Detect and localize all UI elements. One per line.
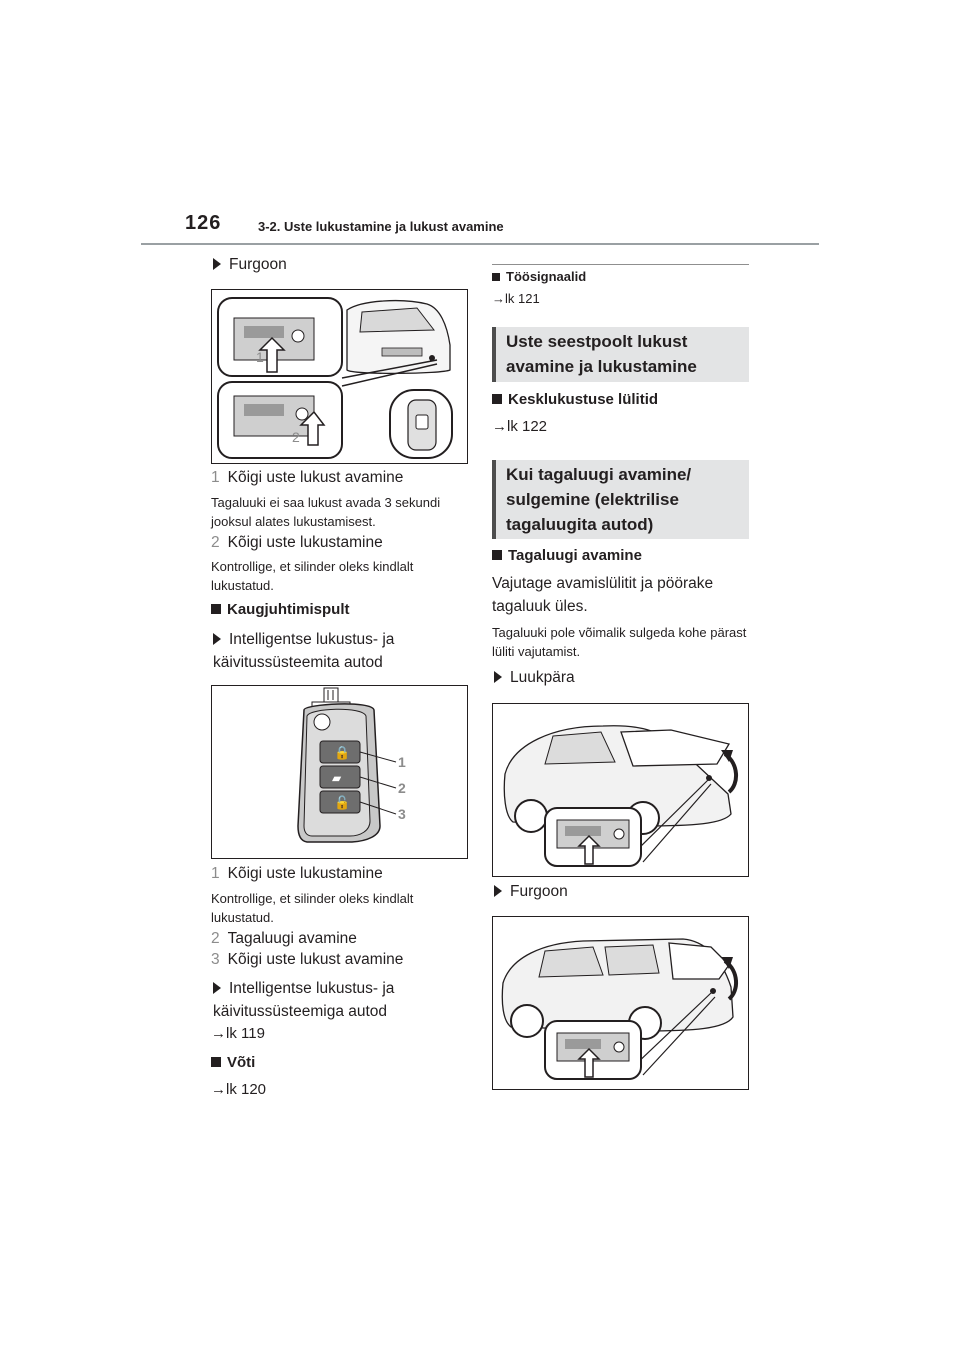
triangle-icon — [494, 885, 502, 897]
section-box-inside-lock: Uste seestpoolt lukust avamine ja lukustamine — [492, 327, 749, 382]
square-bullet-icon — [211, 604, 221, 614]
triangle-icon — [213, 258, 221, 270]
heading-voti: Võti — [211, 1054, 255, 1071]
fig2-callout-2: 2 — [398, 780, 406, 796]
step-b1: 1 Kõigi uste lukustamine — [211, 865, 383, 882]
svg-text:🔓: 🔓 — [334, 795, 351, 810]
wagon-illustration — [493, 917, 748, 1089]
square-bullet-icon — [211, 1057, 221, 1067]
voti-ref[interactable]: →lk 120 — [211, 1081, 267, 1098]
triangle-icon — [213, 633, 221, 645]
heading-tagaluugi-avamine: Tagaluugi avamine — [492, 547, 642, 564]
section-title: 3-2. Uste lukustamine ja lukust avamine — [258, 219, 504, 234]
figure-wagon-open — [492, 916, 749, 1090]
fig2-callout-3: 3 — [398, 806, 406, 822]
step-a2: 2 Kõigi uste lukustamine — [211, 534, 383, 551]
triangle-icon — [213, 982, 221, 994]
svg-text:🔒: 🔒 — [334, 745, 351, 760]
fig1-callout-1: 1 — [256, 349, 264, 365]
furgoon-subheading: Furgoon — [213, 256, 287, 274]
lock-cylinder-illustration — [212, 290, 467, 463]
svg-text:▰: ▰ — [332, 771, 342, 785]
figure-remote-key — [211, 685, 468, 859]
smart-ref[interactable]: →lk 119 — [211, 1025, 265, 1042]
step-a1: 1 Kõigi uste lukust avamine — [211, 469, 404, 486]
heading-toosignaalid: Töösignaalid — [492, 269, 586, 284]
rule-toosignaalid — [492, 264, 749, 265]
step-b3: 3 Kõigi uste lukust avamine — [211, 951, 404, 968]
instruction-text: Vajutage avamislülitit ja pöörake tagaluuk üles. — [492, 575, 714, 615]
smart-subheading: Intelligentse lukustus- ja käivitussüsteemiga autod — [213, 980, 395, 1020]
section-box-back-door: Kui tagaluugi avamine/ sulgemine (elektrilise tagaluugita autod) — [492, 460, 749, 539]
instruction-note: Tagaluuki pole võimalik sulgeda kohe pärast lüliti vajutamist. — [492, 625, 747, 659]
heading-kesklukustus: Kesklukustuse lülitid — [492, 391, 658, 408]
heading-kaugjuhtimispult: Kaugjuhtimispult — [211, 601, 350, 618]
luukpara-subheading: Luukpära — [494, 669, 575, 687]
fig1-callout-2: 2 — [292, 429, 300, 445]
note-b1: Kontrollige, et silinder oleks kindlalt lukustatud. — [211, 891, 414, 925]
square-bullet-icon — [492, 273, 500, 281]
key-fob-illustration — [212, 686, 467, 858]
furgoon-subheading-right: Furgoon — [494, 883, 568, 901]
header-rule — [141, 243, 819, 245]
triangle-icon — [494, 671, 502, 683]
figure-lock-cylinder-wagon — [211, 289, 468, 464]
square-bullet-icon — [492, 394, 502, 404]
square-bullet-icon — [492, 550, 502, 560]
note-a1: Tagaluuki ei saa lukust avada 3 sekundi jooksul alates lukustamisest. — [211, 495, 441, 529]
no-smart-subheading: Intelligentse lukustus- ja käivitussüsteemita autod — [213, 631, 395, 671]
fig2-callout-1: 1 — [398, 754, 406, 770]
step-b2: 2 Tagaluugi avamine — [211, 930, 357, 947]
hatchback-illustration — [493, 704, 748, 876]
note-a2: Kontrollige, et silinder oleks kindlalt lukustatud. — [211, 559, 414, 593]
toosignaalid-ref[interactable]: →lk 121 — [492, 291, 540, 306]
kesklukustus-ref[interactable]: →lk 122 — [492, 418, 548, 435]
figure-hatchback-open — [492, 703, 749, 877]
page-number: 126 — [185, 212, 222, 234]
